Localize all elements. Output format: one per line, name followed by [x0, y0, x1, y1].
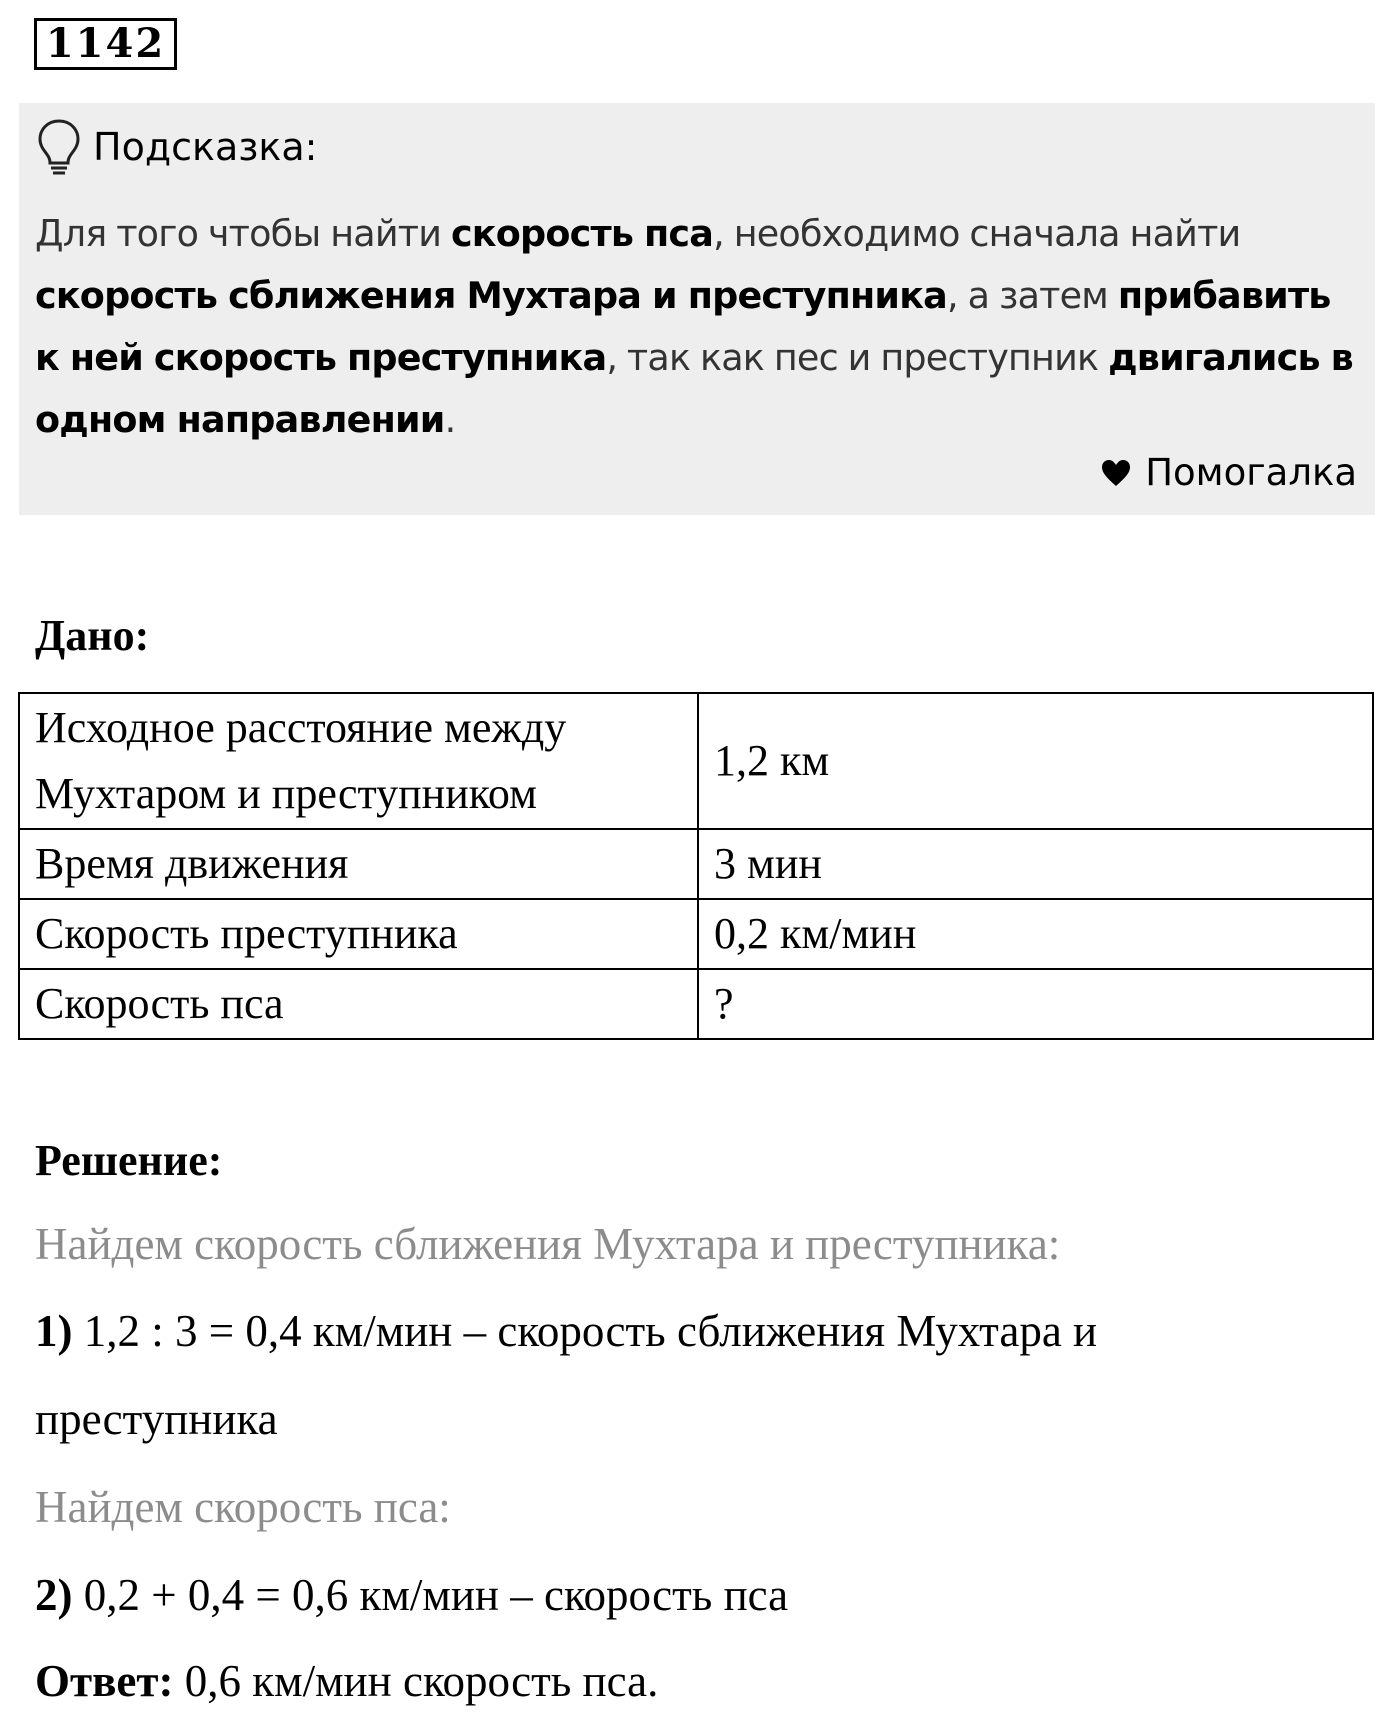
hint-text-segment-bold: двигались в одном направлении	[35, 336, 1353, 441]
table-row	[19, 899, 1373, 969]
task-number: 1142	[34, 18, 177, 70]
given-table	[18, 692, 1374, 1040]
step1-intro: Найдем скорость сближения Мухтара и преступника:	[35, 1219, 1061, 1269]
hint-text-segment-bold: скорость сближения Мухтара и преступника	[35, 274, 948, 317]
signature-text: Помогалка	[1145, 451, 1357, 494]
table-row	[19, 969, 1373, 1039]
hint-text-segment: Для того чтобы найти	[35, 212, 451, 255]
hint-text-segment: , необходимо сначала найти	[713, 212, 1241, 255]
step1-line	[35, 1305, 1375, 1357]
table-cell-label: Скорость пса	[19, 969, 698, 1039]
hint-text-segment: , а затем	[947, 274, 1118, 317]
step2-text: 0,2 + 0,4 = 0,6 км/мин – скорость пса	[72, 1570, 789, 1620]
hint-text-segment-bold: скорость пса	[450, 212, 714, 255]
given-title: Дано:	[35, 611, 150, 660]
table-row	[19, 693, 1373, 829]
step2-intro: Найдем скорость пса:	[35, 1482, 451, 1532]
table-cell-value: ?	[698, 969, 1373, 1039]
hint-box	[19, 103, 1375, 515]
step2-line	[35, 1569, 1375, 1621]
hint-signature	[1101, 451, 1357, 494]
hint-text-segment: .	[444, 398, 456, 441]
heart-icon	[1101, 459, 1131, 487]
table-cell-label: Исходное расстояние между Мухтаром и преступником	[19, 693, 698, 829]
step2-number: 2)	[35, 1570, 73, 1620]
hint-header	[35, 117, 317, 177]
hint-text-segment-bold: прибавить к ней скорость преступника	[35, 274, 1331, 379]
table-cell-value: 1,2 км	[698, 693, 1373, 829]
table-row	[19, 829, 1373, 899]
step1-number: 1)	[35, 1306, 73, 1356]
step1-text: 1,2 : 3 = 0,4 км/мин – скорость сближения Мухтара и	[72, 1306, 1098, 1356]
hint-title: Подсказка:	[93, 125, 318, 169]
hint-text	[35, 203, 1365, 451]
answer-line	[35, 1655, 1375, 1707]
hint-text-segment: , так как пес и преступник	[606, 336, 1109, 379]
table-cell-label: Время движения	[19, 829, 698, 899]
lightbulb-icon	[35, 117, 83, 177]
table-cell-value: 0,2 км/мин	[698, 899, 1373, 969]
answer-label: Ответ:	[35, 1656, 174, 1706]
table-cell-value: 3 мин	[698, 829, 1373, 899]
step1-line-cont: преступника	[35, 1394, 278, 1444]
table-cell-label: Скорость преступника	[19, 899, 698, 969]
answer-text: 0,6 км/мин скорость пса.	[173, 1656, 659, 1706]
solution-title: Решение:	[35, 1136, 223, 1185]
